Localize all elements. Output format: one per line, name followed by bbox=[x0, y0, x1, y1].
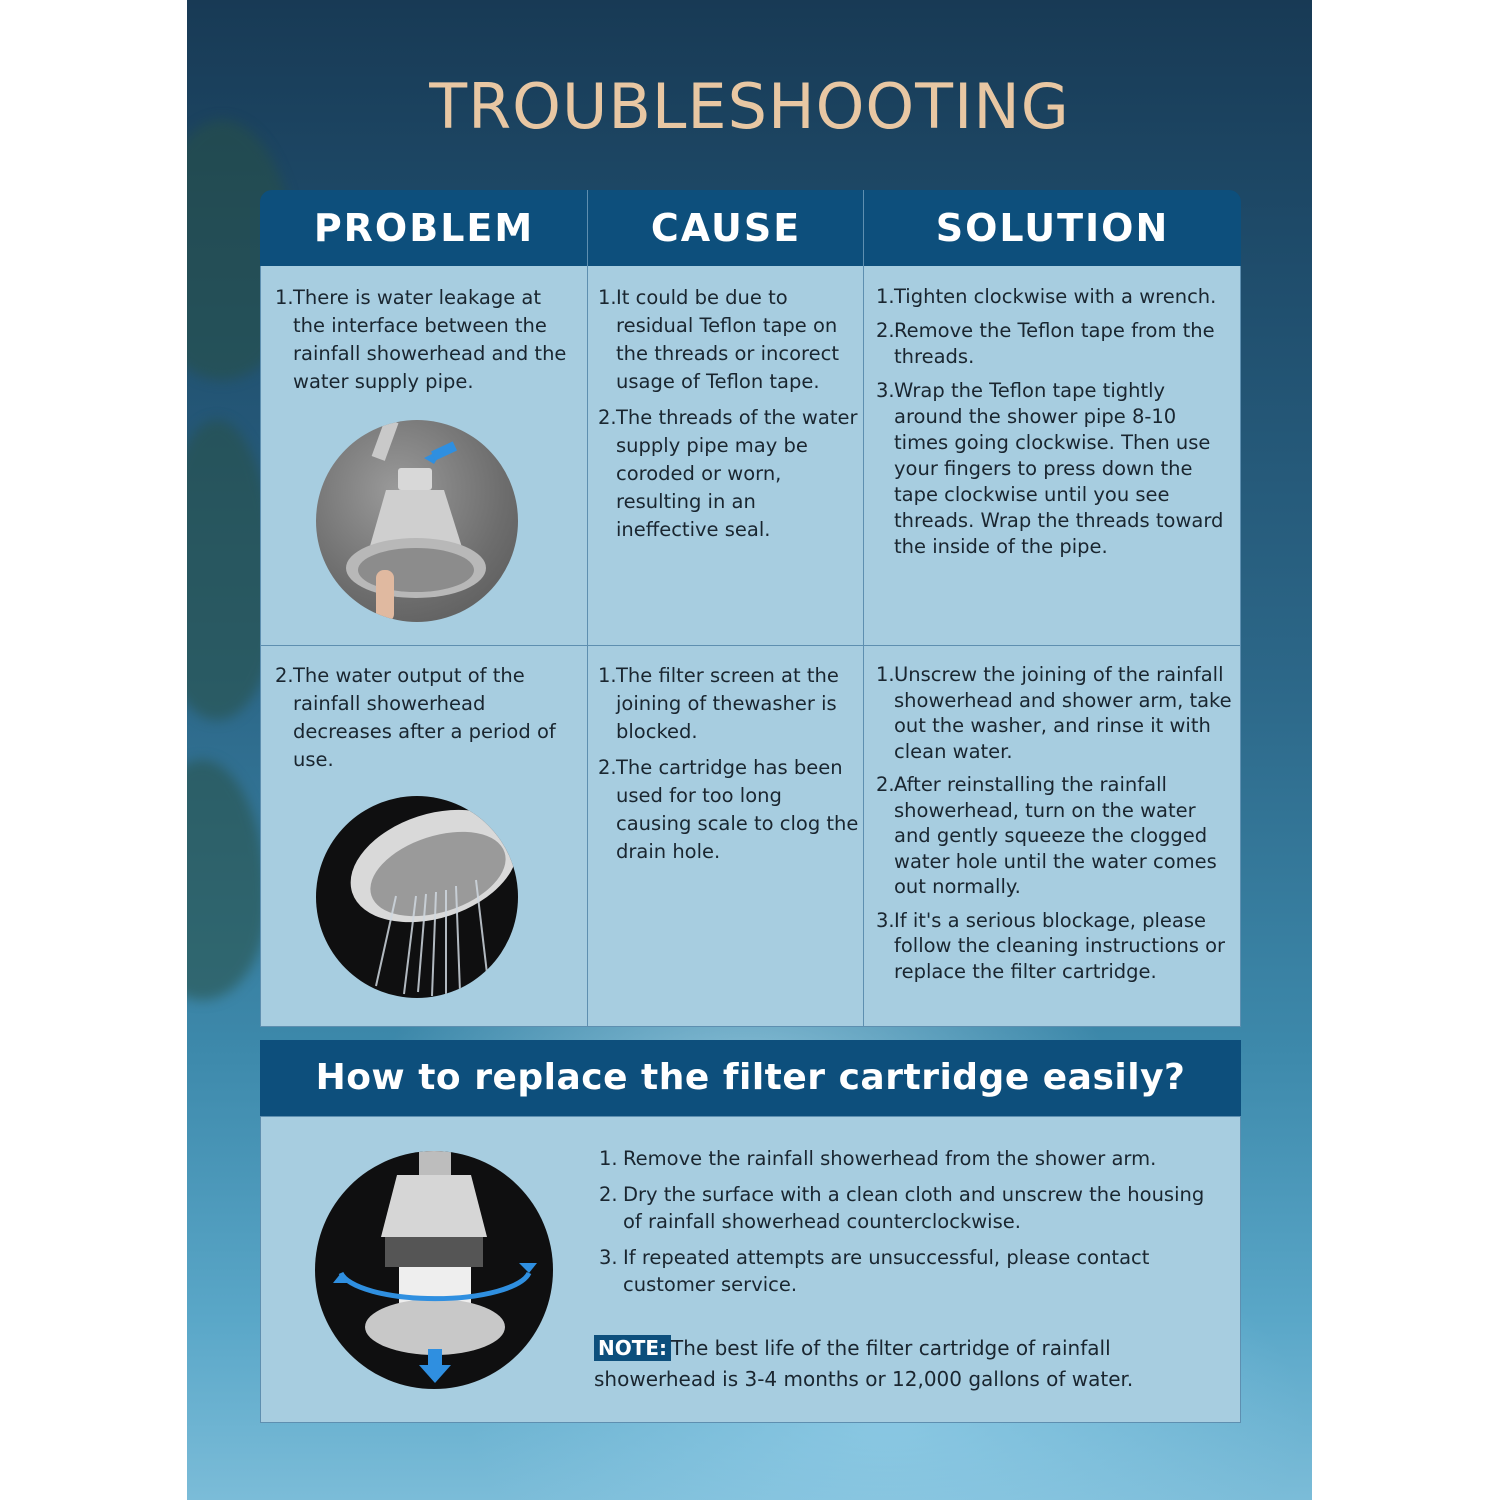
table-header bbox=[260, 190, 1241, 266]
cause-cell-2 bbox=[588, 646, 864, 1027]
note-badge: NOTE: bbox=[594, 1335, 671, 1361]
cause-cell-1 bbox=[588, 266, 864, 646]
cause-item: 2. The cartridge has been used for too long causing scale to clog the drain hole. bbox=[598, 756, 859, 863]
troubleshooting-table bbox=[260, 190, 1241, 1027]
page-title: TROUBLESHOOTING bbox=[429, 70, 1070, 143]
step-item: 2. Dry the surface with a clean cloth and unscrew the housing of rainfall showerhead counterclockwise. bbox=[599, 1183, 1205, 1233]
header-divider bbox=[863, 190, 864, 266]
cause-item: 2. The threads of the water supply pipe may be coroded or worn, resulting in an ineffective seal. bbox=[598, 406, 858, 541]
note-text: The best life of the filter cartridge of rainfall showerhead is 3-4 months or 12,000 gallons of water. bbox=[594, 1336, 1134, 1391]
solution-cell-2 bbox=[864, 646, 1241, 1027]
solution-cell-1 bbox=[864, 266, 1241, 646]
note bbox=[594, 1333, 1204, 1395]
step-item: 3. If repeated attempts are unsuccessful, please contact customer service. bbox=[599, 1246, 1150, 1296]
problem-item: 1. There is water leakage at the interface between the rainfall showerhead and the water supply pipe. bbox=[275, 286, 567, 393]
plant-leaf-decoration bbox=[187, 760, 267, 1000]
step-item: 1. Remove the rainfall showerhead from the shower arm. bbox=[599, 1147, 1157, 1170]
showerhead-spray-photo bbox=[316, 796, 518, 998]
solution-item: 2. After reinstalling the rainfall showerhead, turn on the water and gently squeeze the clogged water hole until the water comes out normally. bbox=[876, 773, 1217, 898]
solution-item: 1. Tighten clockwise with a wrench. bbox=[876, 285, 1217, 308]
showerhead-leak-photo bbox=[316, 420, 518, 622]
replace-cartridge-section bbox=[260, 1040, 1241, 1423]
cartridge-replacement-photo bbox=[315, 1151, 553, 1389]
header-cause: CAUSE bbox=[650, 206, 802, 250]
solution-item: 3. If it's a serious blockage, please follow the cleaning instructions or replace the filter cartridge. bbox=[876, 908, 1226, 983]
header-problem: PROBLEM bbox=[313, 206, 535, 250]
problem-cell-2 bbox=[260, 646, 588, 1027]
problem-cell-1 bbox=[260, 266, 588, 646]
solution-item: 1. Unscrew the joining of the rainfall showerhead and shower arm, take out the washer, and rinse it with clean water. bbox=[876, 663, 1232, 763]
solution-item: 2. Remove the Teflon tape from the threads. bbox=[876, 319, 1215, 368]
solution-item: 3. Wrap the Teflon tape tightly around the shower pipe 8-10 times going clockwise. Then use your fingers to press down the tape clockwise until you see threads. Wrap the threads toward the inside of the pipe. bbox=[876, 379, 1224, 558]
problem-item: 2. The water output of the rainfall showerhead decreases after a period of use. bbox=[275, 664, 556, 771]
cause-item: 1. The filter screen at the joining of thewasher is blocked. bbox=[598, 664, 839, 743]
header-divider bbox=[587, 190, 588, 266]
header-solution: SOLUTION bbox=[935, 206, 1170, 250]
section-heading: How to replace the filter cartridge easily? bbox=[260, 1040, 1241, 1116]
cause-item: 1. It could be due to residual Teflon tape on the threads or incorect usage of Teflon tape. bbox=[598, 286, 840, 393]
section-body bbox=[260, 1116, 1241, 1423]
down-arrow-icon bbox=[428, 1349, 442, 1367]
background-panel bbox=[187, 0, 1312, 1500]
